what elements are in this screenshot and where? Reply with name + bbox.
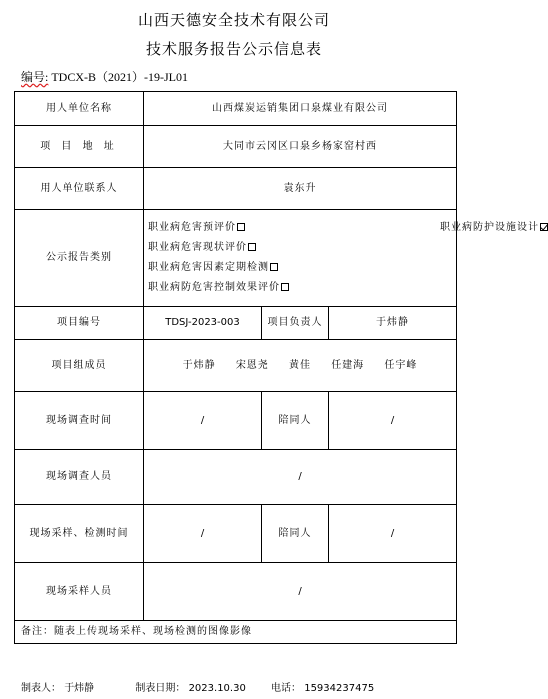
phone-label: 电话： <box>271 683 302 694</box>
companion2-label: 陪同人 <box>262 505 329 563</box>
form-code <box>21 68 188 85</box>
info-table <box>14 91 539 644</box>
companion-label: 陪同人 <box>262 392 329 450</box>
survey-time-label: 现场调查时间 <box>15 392 144 450</box>
member-name: 任建海 <box>331 359 365 371</box>
row-survey-time <box>15 392 457 450</box>
row-sampling-time <box>15 505 457 563</box>
checkbox-unchecked-icon[interactable] <box>270 263 278 271</box>
category-option-periodic-detection[interactable] <box>148 258 452 278</box>
manager-label: 项目负责人 <box>262 307 329 340</box>
category-option-protection-design[interactable] <box>440 218 548 238</box>
code-value: TDCX-B（2021）-19-JL01 <box>51 70 189 84</box>
category-line-1 <box>148 218 539 238</box>
members-list <box>144 340 457 392</box>
row-members <box>15 340 457 392</box>
row-survey-staff <box>15 450 457 505</box>
checkbox-unchecked-icon[interactable] <box>248 243 256 251</box>
footer <box>21 679 374 694</box>
checkbox-unchecked-icon[interactable] <box>281 283 289 291</box>
preparer-label: 制表人： <box>21 683 61 694</box>
category-option-label: 职业病防护设施设计 <box>440 222 539 233</box>
address-value: 大同市云冈区口泉乡杨家窑村西 <box>144 126 457 168</box>
category-option-status-evaluation[interactable] <box>148 238 452 258</box>
row-employer <box>15 92 457 126</box>
category-option-label: 职业病防危害控制效果评价 <box>148 282 280 293</box>
survey-staff-label: 现场调查人员 <box>15 450 144 505</box>
date-label: 制表日期： <box>135 683 186 694</box>
date-value: 2023.10.30 <box>188 683 246 694</box>
companion2-value: / <box>329 505 457 563</box>
checkbox-checked-icon[interactable] <box>540 223 548 231</box>
category-option-label: 职业病危害预评价 <box>148 222 236 233</box>
form-title: 技术服务报告公示信息表 <box>145 40 322 58</box>
survey-staff-value: / <box>144 450 457 505</box>
employer-value: 山西煤炭运销集团口泉煤业有限公司 <box>144 92 457 126</box>
row-category <box>15 210 457 307</box>
member-name: 任宇峰 <box>384 359 418 371</box>
member-name: 于炜静 <box>182 359 216 371</box>
category-option-label: 职业病危害因素定期检测 <box>148 262 269 273</box>
category-option-pre-evaluation[interactable] <box>148 222 245 233</box>
sampling-time-value: / <box>144 505 262 563</box>
employer-label: 用人单位名称 <box>15 92 144 126</box>
category-option-control-effect[interactable] <box>148 278 452 298</box>
companion-value: / <box>329 392 457 450</box>
category-option-label: 职业病危害现状评价 <box>148 242 247 253</box>
project-no-value: TDSJ-2023-003 <box>144 307 262 340</box>
checkbox-unchecked-icon[interactable] <box>237 223 245 231</box>
row-address <box>15 126 457 168</box>
manager-value: 于炜静 <box>329 307 457 340</box>
code-label: 编号: <box>21 70 49 84</box>
remark-text: 备注：随表上传现场采样、现场检测的图像影像 <box>15 621 457 644</box>
project-no-label: 项目编号 <box>15 307 144 340</box>
row-remark <box>15 621 457 644</box>
row-project-no <box>15 307 457 340</box>
row-sampling-staff <box>15 563 457 621</box>
row-contact <box>15 168 457 210</box>
sampling-staff-value: / <box>144 563 457 621</box>
contact-label: 用人单位联系人 <box>15 168 144 210</box>
members-label: 项目组成员 <box>15 340 144 392</box>
category-options <box>144 210 539 307</box>
member-name: 黄佳 <box>289 359 311 371</box>
category-label: 公示报告类别 <box>15 210 144 307</box>
member-name: 宋恩尧 <box>235 359 269 371</box>
phone-value: 15934237475 <box>304 683 375 694</box>
preparer-value: 于炜静 <box>64 683 95 694</box>
address-label: 项 目 地 址 <box>15 126 144 168</box>
company-name: 山西天德安全技术有限公司 <box>137 11 330 29</box>
sampling-staff-label: 现场采样人员 <box>15 563 144 621</box>
sampling-time-label: 现场采样、检测时间 <box>15 505 144 563</box>
survey-time-value: / <box>144 392 262 450</box>
contact-value: 袁东升 <box>144 168 457 210</box>
